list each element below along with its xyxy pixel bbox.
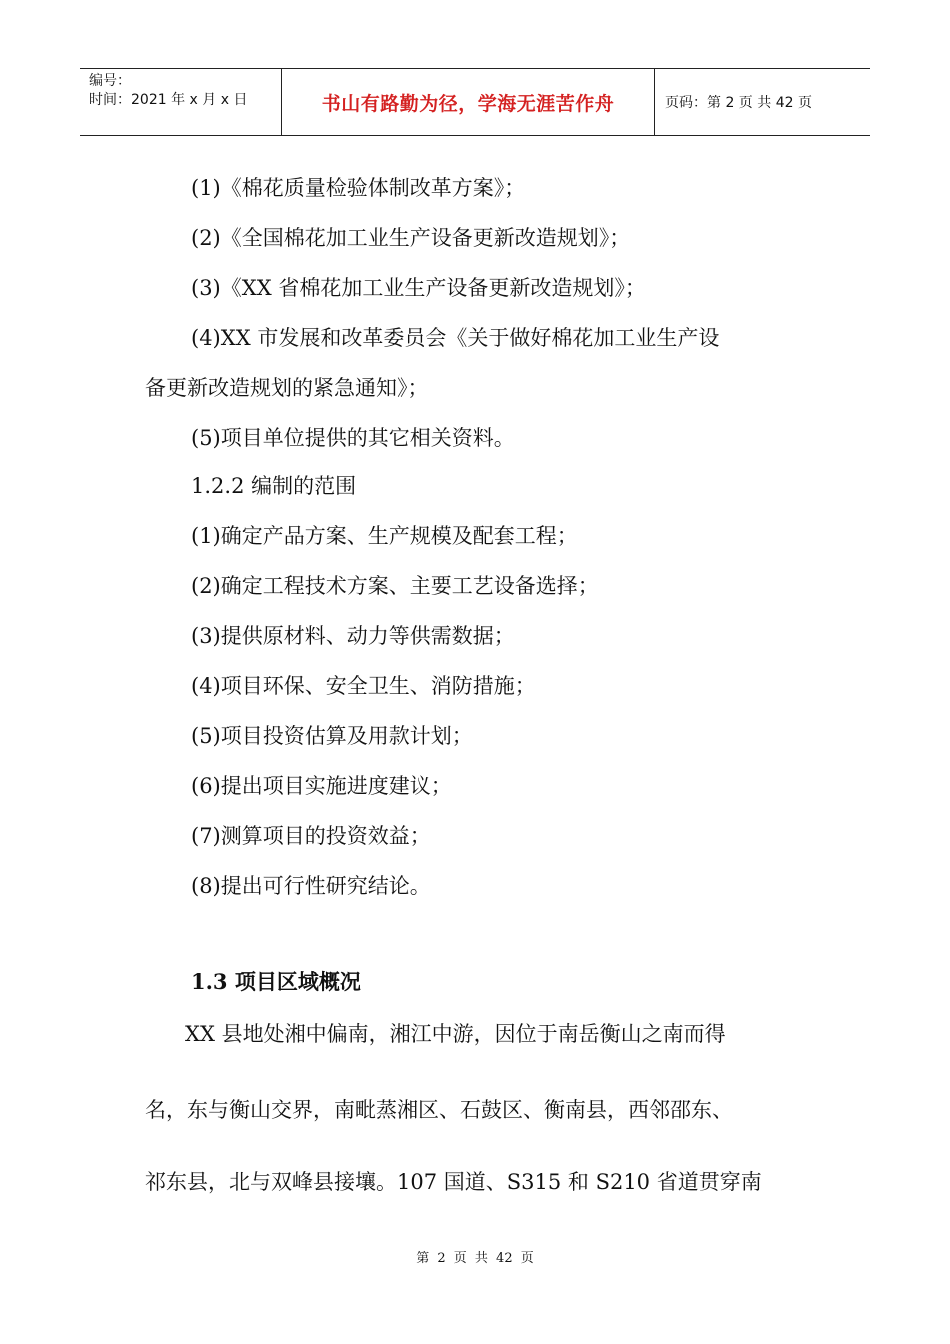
overview-line: 名，东与衡山交界，南毗蒸湘区、石鼓区、衡南县，西邻邵东、 (145, 1098, 733, 1122)
basis-item-continuation: 备更新改造规划的紧急通知》； (145, 376, 429, 400)
document-header (80, 68, 870, 136)
scope-item: (4)项目环保、安全卫生、消防措施； (191, 674, 536, 698)
header-meta-cell (80, 69, 282, 135)
scope-heading: 1.2.2 编制的范围 (191, 474, 357, 498)
scope-item: (6)提出项目实施进度建议； (191, 774, 452, 798)
header-motto-cell (282, 69, 655, 135)
motto-text: 书山有路勤为径，学海无涯苦作舟 (321, 92, 615, 115)
basis-item: (3)《XX 省棉花加工业生产设备更新改造规划》； (191, 276, 646, 300)
basis-item: (5)项目单位提供的其它相关资料。 (191, 426, 515, 450)
section-heading: 1.3 项目区域概况 (191, 969, 361, 994)
scope-item: (8)提出可行性研究结论。 (191, 874, 431, 898)
overview-line: XX 县地处湘中偏南，湘江中游，因位于南岳衡山之南而得 (185, 1022, 726, 1046)
header-page-cell (655, 69, 870, 135)
basis-item: (2)《全国棉花加工业生产设备更新改造规划》； (191, 226, 631, 250)
scope-item: (2)确定工程技术方案、主要工艺设备选择； (191, 574, 599, 598)
scope-item: (5)项目投资估算及用款计划； (191, 724, 473, 748)
scope-item: (7)测算项目的投资效益； (191, 824, 431, 848)
serial-number-label: 编号： (89, 73, 131, 89)
basis-item: (1)《棉花质量检验体制改革方案》； (191, 176, 526, 200)
scope-item: (3)提供原材料、动力等供需数据； (191, 624, 515, 648)
page-footer: 第 2 页 共 42 页 (416, 1251, 534, 1266)
page-info: 页码：第 2 页 共 42 页 (665, 95, 812, 111)
date-label: 时间：2021 年 x 月 x 日 (89, 92, 248, 108)
basis-item: (4)XX 市发展和改革委员会《关于做好棉花加工业生产设 (191, 326, 720, 350)
scope-item: (1)确定产品方案、生产规模及配套工程； (191, 524, 578, 548)
overview-line: 祁东县，北与双峰县接壤。107 国道、S315 和 S210 省道贯穿南 (145, 1170, 762, 1194)
